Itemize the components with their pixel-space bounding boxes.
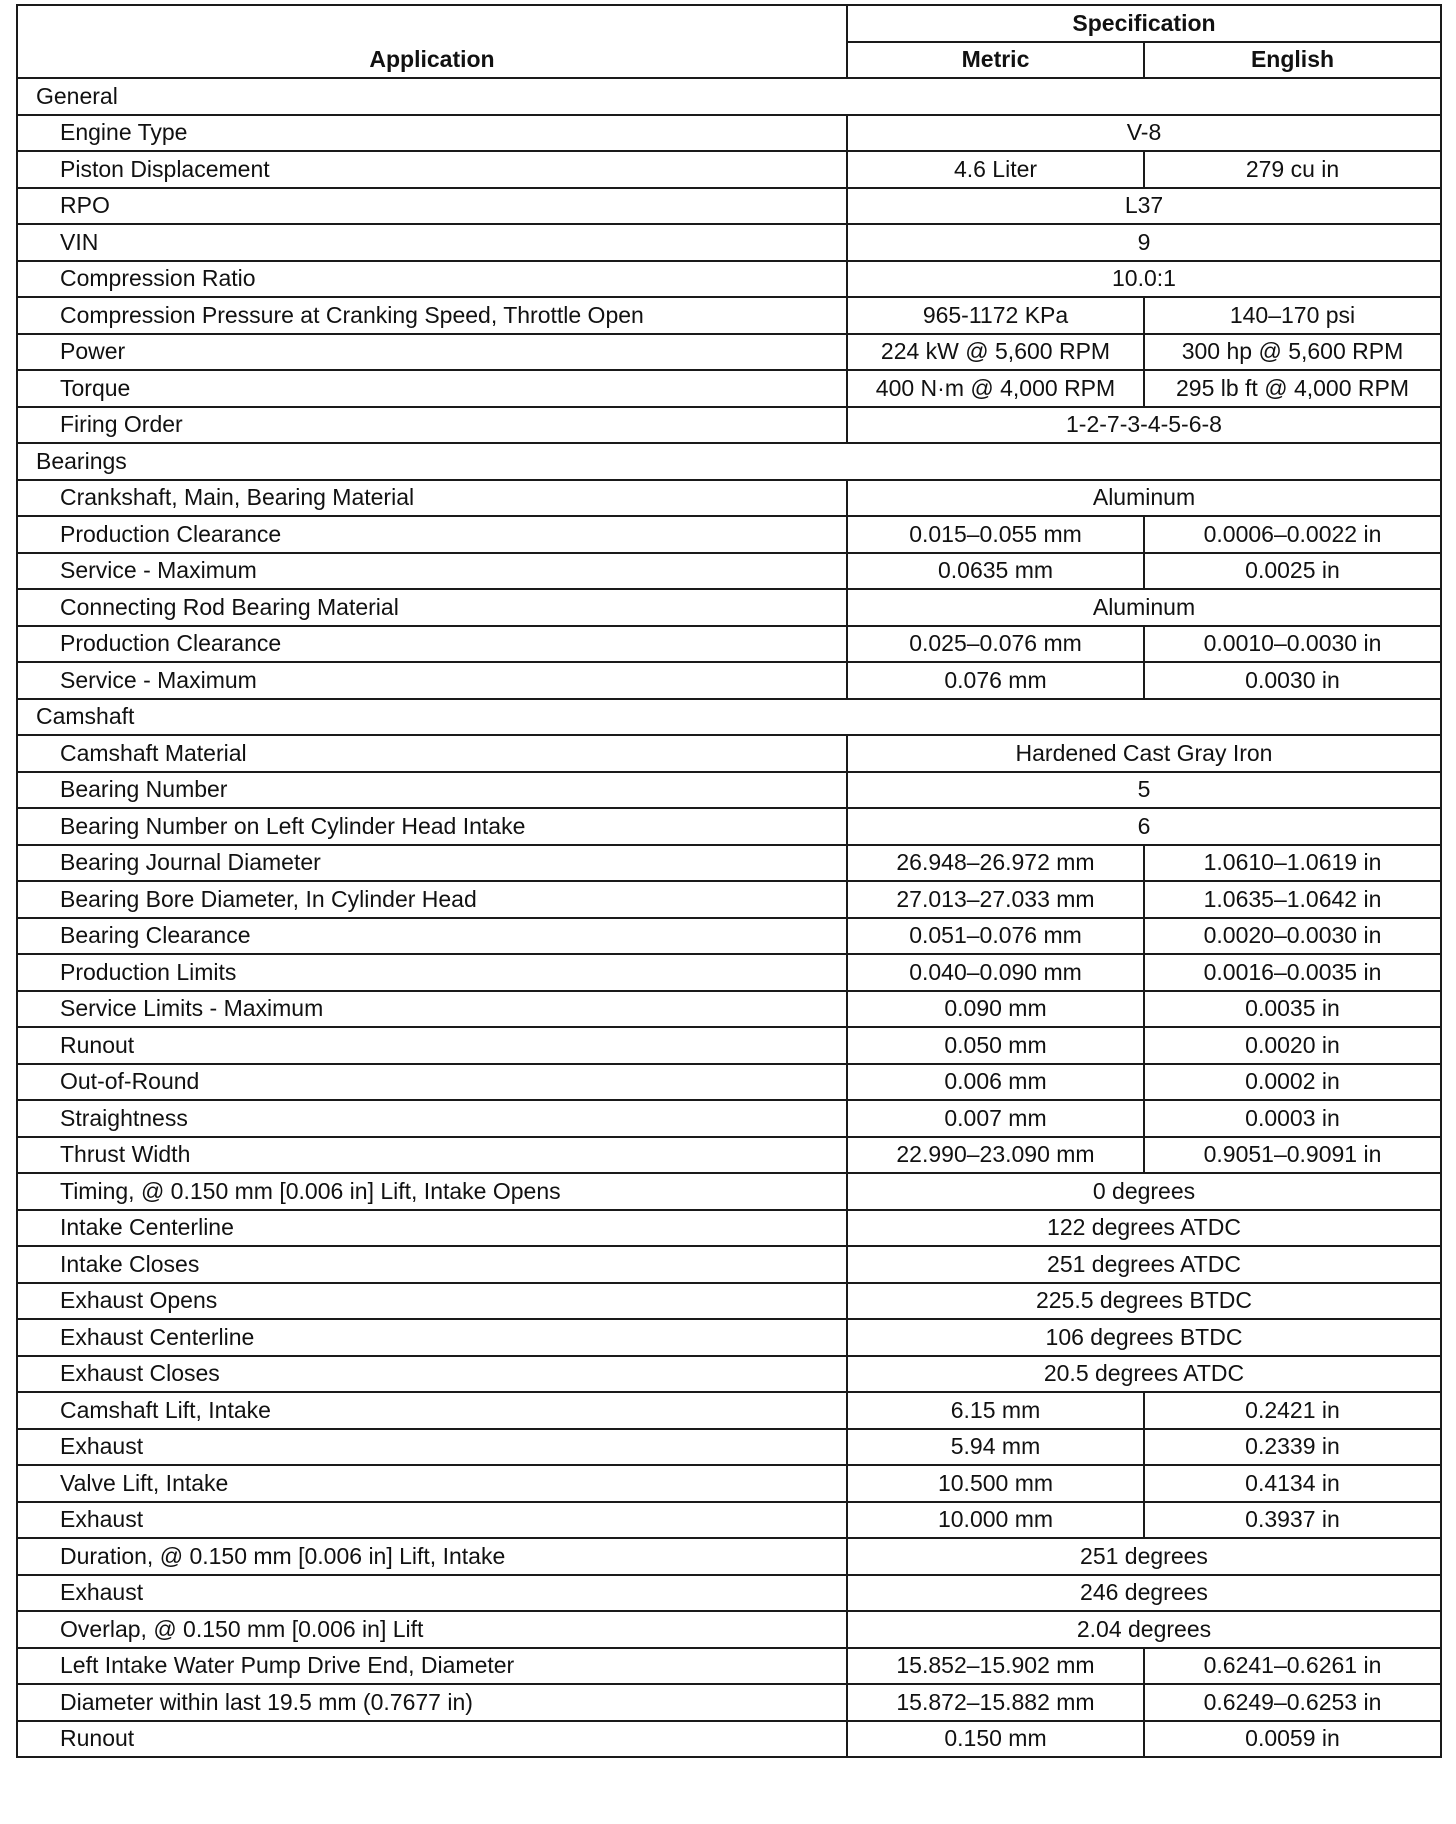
- table-row: [17, 918, 1441, 955]
- metric-value: 22.990–23.090 mm: [847, 1137, 1144, 1174]
- table-row: [17, 1502, 1441, 1539]
- application-cell: Bearing Journal Diameter: [17, 845, 847, 882]
- table-row: [17, 480, 1441, 517]
- specification-value: 5: [847, 772, 1441, 809]
- english-value: 0.0020 in: [1144, 1027, 1441, 1064]
- metric-value: 4.6 Liter: [847, 151, 1144, 188]
- table-row: [17, 553, 1441, 590]
- table-row: [17, 1356, 1441, 1393]
- metric-value: 6.15 mm: [847, 1392, 1144, 1429]
- metric-value: 15.852–15.902 mm: [847, 1648, 1144, 1685]
- english-header: English: [1144, 42, 1441, 79]
- english-value: 0.0025 in: [1144, 553, 1441, 590]
- metric-value: 0.025–0.076 mm: [847, 626, 1144, 663]
- specification-value: 9: [847, 224, 1441, 261]
- application-cell: Camshaft Material: [17, 735, 847, 772]
- specification-header: Specification: [847, 5, 1441, 42]
- application-cell: Service Limits - Maximum: [17, 991, 847, 1028]
- application-cell: Camshaft Lift, Intake: [17, 1392, 847, 1429]
- specification-value: 0 degrees: [847, 1173, 1441, 1210]
- table-row: [17, 151, 1441, 188]
- application-cell: Connecting Rod Bearing Material: [17, 589, 847, 626]
- section-label: General: [17, 78, 1441, 115]
- application-cell: Diameter within last 19.5 mm (0.7677 in): [17, 1684, 847, 1721]
- table-row: [17, 881, 1441, 918]
- table-row: [17, 370, 1441, 407]
- table-row: [17, 954, 1441, 991]
- metric-value: 224 kW @ 5,600 RPM: [847, 334, 1144, 371]
- metric-value: 0.090 mm: [847, 991, 1144, 1028]
- specification-value: 6: [847, 808, 1441, 845]
- application-cell: Duration, @ 0.150 mm [0.006 in] Lift, Intake: [17, 1538, 847, 1575]
- application-cell: Intake Centerline: [17, 1210, 847, 1247]
- metric-value: 15.872–15.882 mm: [847, 1684, 1144, 1721]
- english-value: 0.2421 in: [1144, 1392, 1441, 1429]
- english-value: 0.6241–0.6261 in: [1144, 1648, 1441, 1685]
- table-row: [17, 1721, 1441, 1758]
- application-cell: Torque: [17, 370, 847, 407]
- metric-value: 27.013–27.033 mm: [847, 881, 1144, 918]
- application-cell: Compression Pressure at Cranking Speed, Throttle Open: [17, 297, 847, 334]
- specification-value: 2.04 degrees: [847, 1611, 1441, 1648]
- application-cell: RPO: [17, 188, 847, 225]
- table-row: [17, 845, 1441, 882]
- english-value: 0.0030 in: [1144, 662, 1441, 699]
- metric-value: 0.150 mm: [847, 1721, 1144, 1758]
- section-row: [17, 443, 1441, 480]
- specification-value: 20.5 degrees ATDC: [847, 1356, 1441, 1393]
- table-row: [17, 1246, 1441, 1283]
- table-row: [17, 1611, 1441, 1648]
- table-row: [17, 1648, 1441, 1685]
- section-row: [17, 699, 1441, 736]
- english-value: 0.0035 in: [1144, 991, 1441, 1028]
- table-row: [17, 1027, 1441, 1064]
- english-value: 0.9051–0.9091 in: [1144, 1137, 1441, 1174]
- application-cell: Bearing Clearance: [17, 918, 847, 955]
- specification-value: L37: [847, 188, 1441, 225]
- table-row: [17, 1538, 1441, 1575]
- specification-value: V-8: [847, 115, 1441, 152]
- application-cell: Exhaust: [17, 1575, 847, 1612]
- table-row: [17, 407, 1441, 444]
- table-row: [17, 1283, 1441, 1320]
- metric-value: 5.94 mm: [847, 1429, 1144, 1466]
- metric-value: 0.0635 mm: [847, 553, 1144, 590]
- application-cell: Exhaust: [17, 1502, 847, 1539]
- metric-value: 0.076 mm: [847, 662, 1144, 699]
- metric-value: 10.000 mm: [847, 1502, 1144, 1539]
- metric-header: Metric: [847, 42, 1144, 79]
- specification-value: 251 degrees: [847, 1538, 1441, 1575]
- english-value: 0.0059 in: [1144, 1721, 1441, 1758]
- table-row: [17, 991, 1441, 1028]
- application-cell: Exhaust Closes: [17, 1356, 847, 1393]
- english-value: 0.0010–0.0030 in: [1144, 626, 1441, 663]
- application-cell: Straightness: [17, 1100, 847, 1137]
- english-value: 1.0635–1.0642 in: [1144, 881, 1441, 918]
- application-header: Application: [17, 5, 847, 78]
- specification-value: Hardened Cast Gray Iron: [847, 735, 1441, 772]
- table-row: [17, 1319, 1441, 1356]
- english-value: 300 hp @ 5,600 RPM: [1144, 334, 1441, 371]
- application-cell: VIN: [17, 224, 847, 261]
- english-value: 295 lb ft @ 4,000 RPM: [1144, 370, 1441, 407]
- application-cell: Production Limits: [17, 954, 847, 991]
- table-row: [17, 297, 1441, 334]
- application-cell: Exhaust Opens: [17, 1283, 847, 1320]
- specification-value: 251 degrees ATDC: [847, 1246, 1441, 1283]
- application-cell: Left Intake Water Pump Drive End, Diameter: [17, 1648, 847, 1685]
- english-value: 0.2339 in: [1144, 1429, 1441, 1466]
- header-row-1: [17, 5, 1441, 42]
- english-value: 1.0610–1.0619 in: [1144, 845, 1441, 882]
- table-row: [17, 334, 1441, 371]
- application-cell: Service - Maximum: [17, 662, 847, 699]
- table-row: [17, 1392, 1441, 1429]
- metric-value: 965-1172 KPa: [847, 297, 1144, 334]
- application-cell: Intake Closes: [17, 1246, 847, 1283]
- application-cell: Compression Ratio: [17, 261, 847, 298]
- table-row: [17, 224, 1441, 261]
- application-cell: Piston Displacement: [17, 151, 847, 188]
- metric-value: 0.006 mm: [847, 1064, 1144, 1101]
- section-row: [17, 78, 1441, 115]
- application-cell: Timing, @ 0.150 mm [0.006 in] Lift, Intake Opens: [17, 1173, 847, 1210]
- application-cell: Runout: [17, 1027, 847, 1064]
- table-row: [17, 1575, 1441, 1612]
- application-cell: Bearing Number on Left Cylinder Head Intake: [17, 808, 847, 845]
- metric-value: 26.948–26.972 mm: [847, 845, 1144, 882]
- table-row: [17, 516, 1441, 553]
- spec-table-body: [17, 78, 1441, 1757]
- english-value: 0.3937 in: [1144, 1502, 1441, 1539]
- application-cell: Production Clearance: [17, 626, 847, 663]
- application-cell: Runout: [17, 1721, 847, 1758]
- metric-value: 10.500 mm: [847, 1465, 1144, 1502]
- specification-value: 246 degrees: [847, 1575, 1441, 1612]
- table-row: [17, 589, 1441, 626]
- table-row: [17, 808, 1441, 845]
- application-cell: Thrust Width: [17, 1137, 847, 1174]
- english-value: 279 cu in: [1144, 151, 1441, 188]
- application-cell: Valve Lift, Intake: [17, 1465, 847, 1502]
- table-row: [17, 261, 1441, 298]
- metric-value: 0.051–0.076 mm: [847, 918, 1144, 955]
- section-label: Bearings: [17, 443, 1441, 480]
- engine-spec-table: [16, 4, 1442, 1758]
- metric-value: 0.015–0.055 mm: [847, 516, 1144, 553]
- english-value: 0.0003 in: [1144, 1100, 1441, 1137]
- table-row: [17, 1429, 1441, 1466]
- specification-value: 106 degrees BTDC: [847, 1319, 1441, 1356]
- english-value: 0.0002 in: [1144, 1064, 1441, 1101]
- metric-value: 0.040–0.090 mm: [847, 954, 1144, 991]
- application-cell: Exhaust Centerline: [17, 1319, 847, 1356]
- english-value: 0.0016–0.0035 in: [1144, 954, 1441, 991]
- table-row: [17, 115, 1441, 152]
- table-row: [17, 772, 1441, 809]
- specification-value: Aluminum: [847, 480, 1441, 517]
- table-row: [17, 1465, 1441, 1502]
- table-row: [17, 1064, 1441, 1101]
- application-cell: Bearing Number: [17, 772, 847, 809]
- metric-value: 0.050 mm: [847, 1027, 1144, 1064]
- application-cell: Crankshaft, Main, Bearing Material: [17, 480, 847, 517]
- english-value: 0.0020–0.0030 in: [1144, 918, 1441, 955]
- table-row: [17, 1173, 1441, 1210]
- table-row: [17, 662, 1441, 699]
- english-value: 0.6249–0.6253 in: [1144, 1684, 1441, 1721]
- section-label: Camshaft: [17, 699, 1441, 736]
- spec-table-wrapper: [16, 4, 1440, 1758]
- table-row: [17, 735, 1441, 772]
- application-cell: Production Clearance: [17, 516, 847, 553]
- english-value: 140–170 psi: [1144, 297, 1441, 334]
- specification-value: Aluminum: [847, 589, 1441, 626]
- table-row: [17, 188, 1441, 225]
- table-row: [17, 626, 1441, 663]
- table-row: [17, 1137, 1441, 1174]
- specification-value: 122 degrees ATDC: [847, 1210, 1441, 1247]
- table-row: [17, 1210, 1441, 1247]
- application-cell: Overlap, @ 0.150 mm [0.006 in] Lift: [17, 1611, 847, 1648]
- specification-value: 10.0:1: [847, 261, 1441, 298]
- english-value: 0.0006–0.0022 in: [1144, 516, 1441, 553]
- metric-value: 0.007 mm: [847, 1100, 1144, 1137]
- application-cell: Exhaust: [17, 1429, 847, 1466]
- table-row: [17, 1100, 1441, 1137]
- specification-value: 1-2-7-3-4-5-6-8: [847, 407, 1441, 444]
- english-value: 0.4134 in: [1144, 1465, 1441, 1502]
- metric-value: 400 N·m @ 4,000 RPM: [847, 370, 1144, 407]
- specification-value: 225.5 degrees BTDC: [847, 1283, 1441, 1320]
- application-cell: Power: [17, 334, 847, 371]
- application-cell: Firing Order: [17, 407, 847, 444]
- application-cell: Service - Maximum: [17, 553, 847, 590]
- table-row: [17, 1684, 1441, 1721]
- application-cell: Bearing Bore Diameter, In Cylinder Head: [17, 881, 847, 918]
- application-cell: Engine Type: [17, 115, 847, 152]
- application-cell: Out-of-Round: [17, 1064, 847, 1101]
